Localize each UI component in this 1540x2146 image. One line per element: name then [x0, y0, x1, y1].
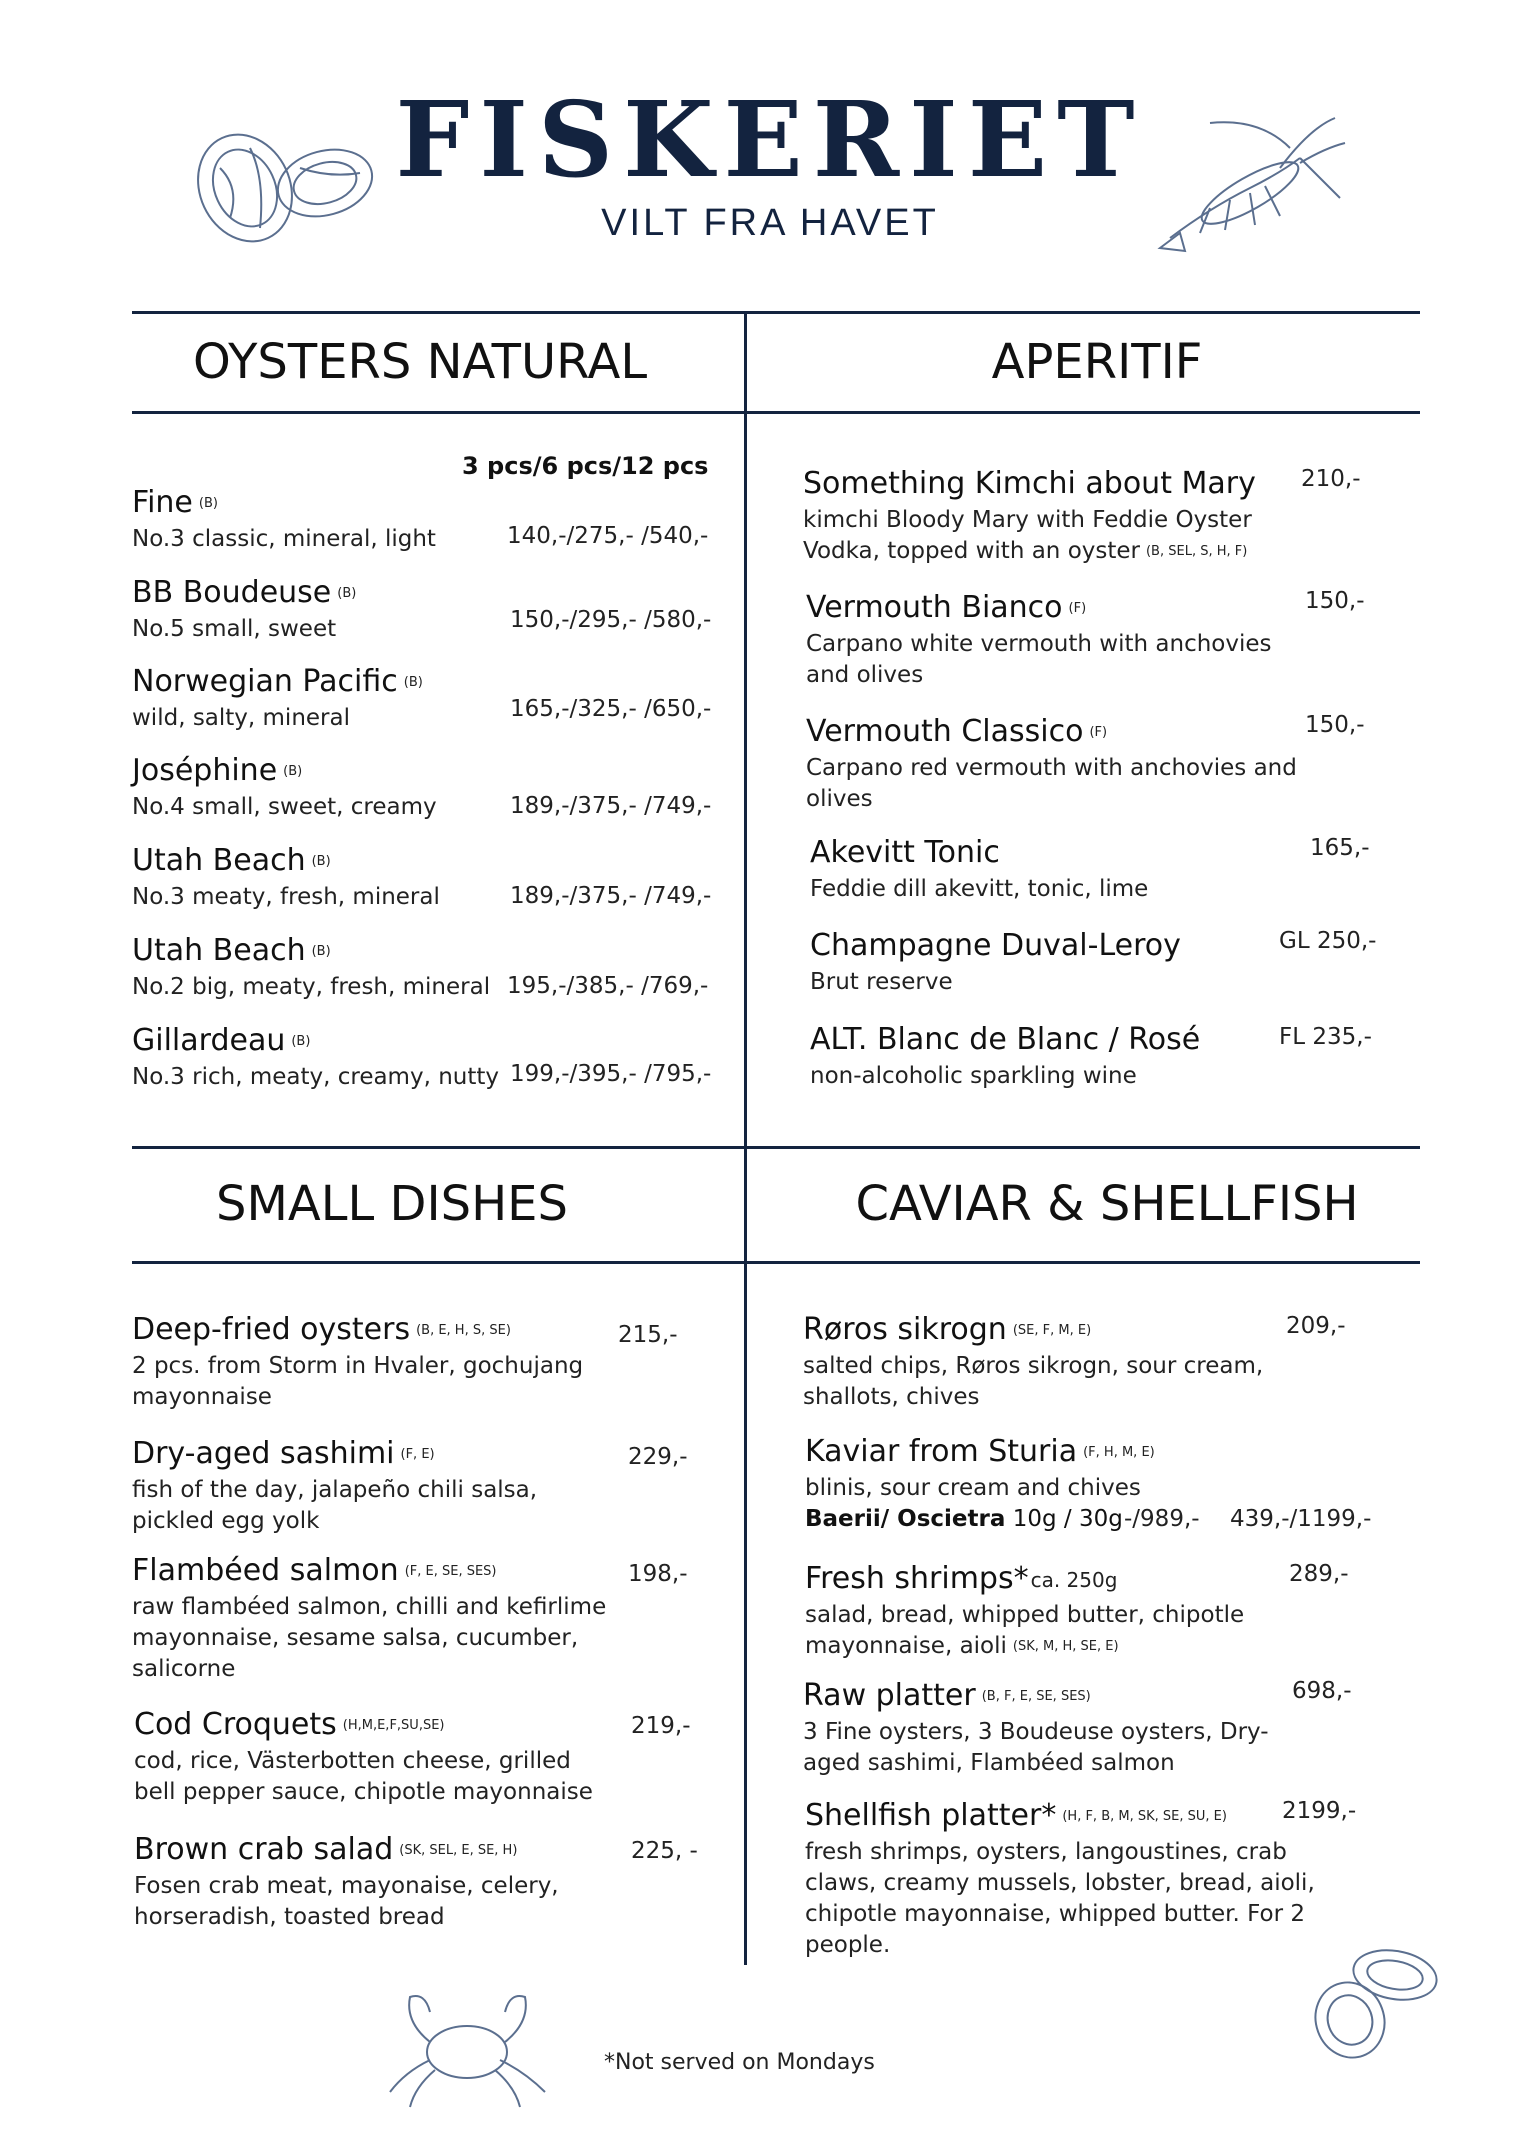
- divider-vertical: [744, 311, 747, 1965]
- list-item: Røros sikrogn (SE, F, M, E) salted chips, Røros sikrogn, sour cream, shallots, chives: [803, 1312, 1264, 1410]
- item-price: 150,-/295,- /580,-: [510, 607, 712, 633]
- divider-under-titles-bottom: [132, 1261, 1420, 1264]
- list-item: Fresh shrimps* ca. 250g salad, bread, whipped butter, chipotle mayonnaise, aioli (SK, M, H, SE, E): [805, 1561, 1245, 1659]
- list-item: Fine (B) No.3 classic, mineral, light: [132, 485, 436, 552]
- divider-middle: [132, 1146, 1420, 1149]
- list-item: Dry-aged sashimi (F, E) fish of the day, jalapeño chili salsa, pickled egg yolk: [132, 1436, 538, 1534]
- item-price: 229,-: [628, 1444, 688, 1470]
- item-price: 150,-: [1305, 588, 1365, 614]
- list-item: Raw platter (B, F, E, SE, SES) 3 Fine oysters, 3 Boudeuse oysters, Dry- aged sashimi, Flambéed salmon: [803, 1678, 1269, 1776]
- list-item: Akevitt Tonic Feddie dill akevitt, tonic, lime: [810, 835, 1149, 902]
- item-price: 199,-/395,- /795,-: [510, 1061, 712, 1087]
- lobster-illustration: [1150, 108, 1350, 258]
- item-price: 195,-/385,- /769,-: [507, 973, 709, 999]
- item-price: 698,-: [1292, 1678, 1352, 1704]
- section-title-aperitif: APERITIF: [991, 334, 1203, 390]
- item-price: 165,-/325,- /650,-: [510, 696, 712, 722]
- list-item: Flambéed salmon (F, E, SE, SES) raw flambéed salmon, chilli and kefirlime mayonnaise, sesame salsa, cucumber, salicorne: [132, 1553, 607, 1682]
- list-item: ALT. Blanc de Blanc / Rosé non-alcoholic sparkling wine: [810, 1022, 1201, 1089]
- list-item: Gillardeau (B) No.3 rich, meaty, creamy, nutty: [132, 1023, 500, 1090]
- item-price: 189,-/375,- /749,-: [510, 793, 712, 819]
- oysters-illustration: [190, 118, 380, 258]
- list-item: Utah Beach (B) No.2 big, meaty, fresh, mineral: [132, 933, 491, 1000]
- brand-title: FISKERIET: [395, 78, 1145, 201]
- list-item: Vermouth Classico (F) Carpano red vermouth with anchovies and olives: [806, 714, 1297, 812]
- oysters-bottom-illustration: [1305, 1935, 1445, 2065]
- list-item: Vermouth Bianco (F) Carpano white vermouth with anchovies and olives: [806, 590, 1272, 688]
- list-item: Utah Beach (B) No.3 meaty, fresh, mineral: [132, 843, 440, 910]
- item-price: 2199,-: [1282, 1798, 1357, 1824]
- list-item: Something Kimchi about Mary kimchi Bloody Mary with Feddie Oyster Vodka, topped with an oyster (B, SEL, S, H, F): [803, 466, 1256, 564]
- section-title-oysters: OYSTERS NATURAL: [192, 334, 648, 390]
- item-price: 165,-: [1310, 835, 1370, 861]
- list-item: Kaviar from Sturia (F, H, M, E) blinis, sour cream and chives: [805, 1434, 1155, 1501]
- item-price: -/989,-: [1124, 1506, 1200, 1532]
- list-item: Brown crab salad (SK, SEL, E, SE, H) Fosen crab meat, mayonaise, celery, horseradish, toasted bread: [134, 1832, 559, 1930]
- item-price: 289,-: [1289, 1561, 1349, 1587]
- list-item: Joséphine (B) No.4 small, sweet, creamy: [132, 753, 437, 820]
- section-title-small-dishes: SMALL DISHES: [216, 1176, 568, 1232]
- divider-top: [132, 311, 1420, 314]
- item-price: 198,-: [628, 1561, 688, 1587]
- list-item: BB Boudeuse (B) No.5 small, sweet: [132, 575, 357, 642]
- list-item: Champagne Duval-Leroy Brut reserve: [810, 928, 1181, 995]
- item-price: 150,-: [1305, 712, 1365, 738]
- item-price: 215,-: [618, 1322, 678, 1348]
- section-title-caviar: CAVIAR & SHELLFISH: [855, 1176, 1359, 1232]
- crab-illustration: [385, 1982, 550, 2112]
- item-price: 209,-: [1286, 1313, 1346, 1339]
- list-item: Deep-fried oysters (B, E, H, S, SE) 2 pcs. from Storm in Hvaler, gochujang mayonnaise: [132, 1312, 584, 1410]
- item-price: 219,-: [631, 1713, 691, 1739]
- footer-note: *Not served on Mondays: [604, 2050, 875, 2075]
- item-price: 189,-/375,- /749,-: [510, 883, 712, 909]
- brand-tagline: VILT FRA HAVET: [601, 202, 939, 244]
- item-price: 439,-/1199,-: [1230, 1506, 1372, 1532]
- divider-under-titles-top: [132, 411, 1420, 414]
- item-price: 210,-: [1301, 466, 1361, 492]
- list-item: Shellfish platter* (H, F, B, M, SK, SE, SU, E) fresh shrimps, oysters, langoustines, crab claws, creamy mussels, lobster, bread, aioli, chipotle mayonnaise, whipped butter. For 2 people.: [805, 1798, 1315, 1958]
- item-price: FL 235,-: [1279, 1024, 1372, 1050]
- caviar-size-line: Baerii/ Oscietra 10g / 30g: [805, 1506, 1123, 1532]
- item-price: 225, -: [631, 1838, 698, 1864]
- item-price: 140,-/275,- /540,-: [507, 523, 709, 549]
- list-item: Norwegian Pacific (B) wild, salty, mineral: [132, 664, 423, 731]
- item-price: GL 250,-: [1279, 928, 1377, 954]
- oyster-size-header: 3 pcs/6 pcs/12 pcs: [462, 452, 709, 480]
- list-item: Cod Croquets (H,M,E,F,SU,SE) cod, rice, Västerbotten cheese, grilled bell pepper sauce, chipotle mayonnaise: [134, 1707, 593, 1805]
